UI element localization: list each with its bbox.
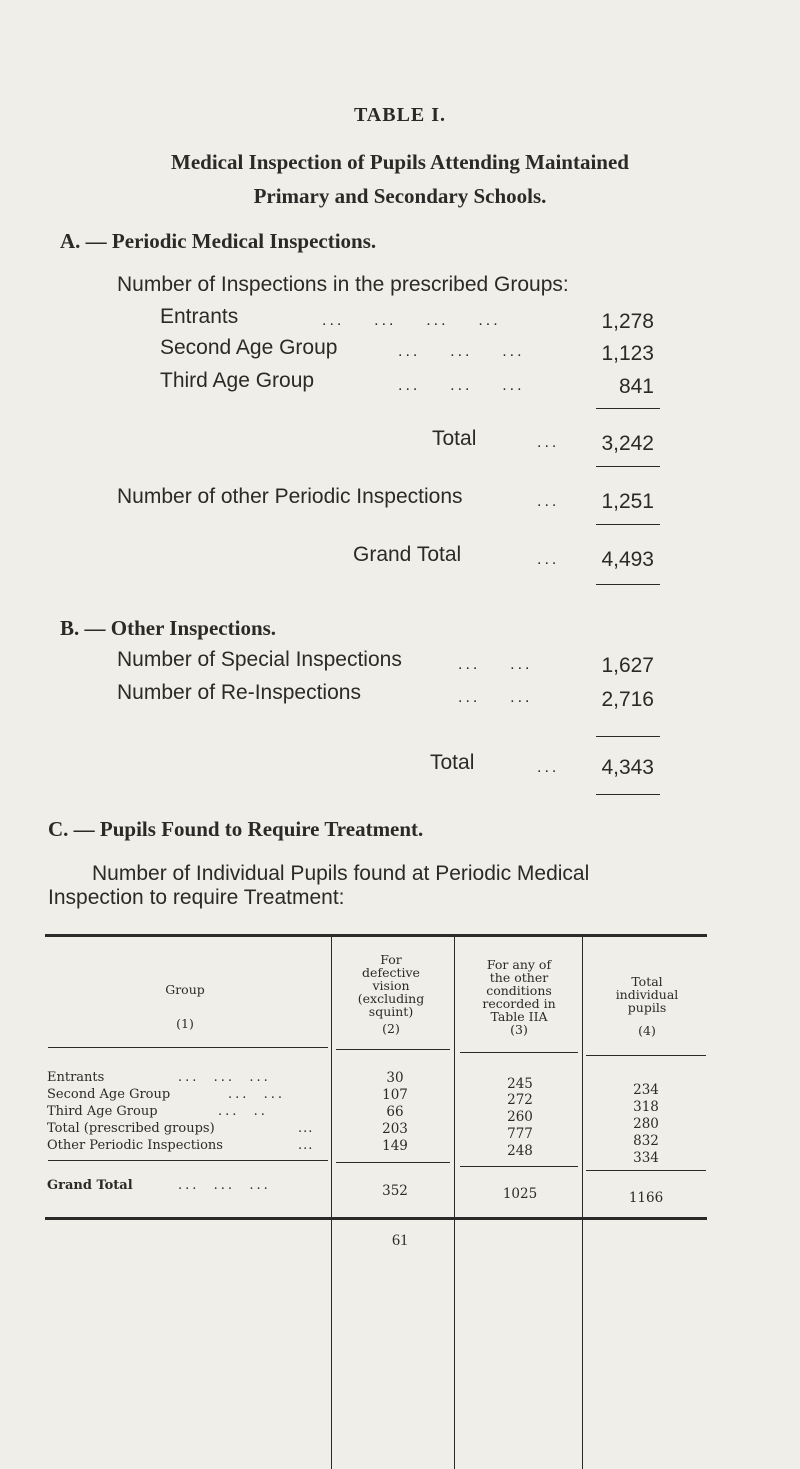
column-header-group: Group bbox=[165, 982, 205, 997]
header-line: Table IIA bbox=[490, 1009, 548, 1024]
value-entrants: 1,278 bbox=[601, 310, 654, 333]
table-cell-other: 260 bbox=[507, 1109, 533, 1125]
table-cell-vision: 107 bbox=[382, 1087, 408, 1103]
leader-dots: ... ... bbox=[458, 656, 533, 673]
leader-dots: ... bbox=[537, 551, 560, 568]
header-line: squint) bbox=[368, 1004, 414, 1019]
column-number-1: (1) bbox=[176, 1016, 194, 1031]
table-cell-total: 334 bbox=[633, 1150, 659, 1166]
header-line: conditions bbox=[486, 983, 552, 998]
table-cell-other: 245 bbox=[507, 1076, 533, 1092]
header-line: Total bbox=[631, 974, 663, 989]
section-a-intro: Number of Inspections in the prescribed Groups: bbox=[117, 273, 569, 296]
table-top-rule bbox=[45, 934, 707, 937]
other-periodic-value: 1,251 bbox=[601, 490, 654, 513]
grand-total-rule bbox=[586, 1170, 706, 1171]
row-label-third-age: Third Age Group bbox=[160, 369, 315, 392]
leader-dots: ... ... ... bbox=[178, 1178, 271, 1193]
total-label: Total bbox=[432, 427, 477, 450]
header-line: defective bbox=[362, 965, 420, 980]
grand-total-total: 1166 bbox=[628, 1190, 664, 1206]
header-line: For bbox=[380, 952, 402, 967]
leader-dots: ... ... bbox=[228, 1087, 286, 1102]
leader-dots: ... bbox=[537, 434, 560, 451]
header-line: For any of bbox=[486, 957, 552, 972]
total-value: 3,242 bbox=[601, 432, 654, 455]
header-line: recorded in bbox=[482, 996, 556, 1011]
leader-dots: ... ... ... bbox=[178, 1070, 271, 1085]
table-cell-total: 234 bbox=[633, 1082, 659, 1098]
row-label-entrants: Entrants bbox=[160, 305, 239, 328]
table-cell-other: 248 bbox=[507, 1143, 533, 1159]
table-row-group: Second Age Group bbox=[47, 1087, 171, 1102]
column-divider bbox=[582, 937, 583, 1469]
section-b-total-value: 4,343 bbox=[601, 756, 654, 779]
table-cell-vision: 203 bbox=[382, 1121, 408, 1137]
leader-dots: ... ... ... bbox=[398, 377, 525, 394]
column-number-2: (2) bbox=[382, 1021, 400, 1036]
grand-total-vision: 352 bbox=[382, 1183, 408, 1199]
table-cell-other: 777 bbox=[507, 1126, 533, 1142]
grand-total-other: 1025 bbox=[502, 1186, 538, 1202]
table-row-group: Other Periodic Inspections bbox=[47, 1138, 223, 1153]
section-c-intro-line-1: Number of Individual Pupils found at Periodic Medical bbox=[92, 862, 590, 885]
grand-total-label: Grand Total bbox=[353, 543, 462, 566]
table-cell-vision: 66 bbox=[386, 1104, 404, 1120]
page-number: 61 bbox=[392, 1232, 408, 1249]
grand-total-value: 4,493 bbox=[601, 548, 654, 571]
header-line: individual bbox=[615, 987, 679, 1002]
grand-total-rule bbox=[48, 1160, 328, 1161]
re-inspections-label: Number of Re-Inspections bbox=[117, 681, 361, 704]
leader-dots: ... ... ... bbox=[398, 343, 525, 360]
table-row-group: Entrants bbox=[47, 1070, 105, 1085]
table-cell-total: 318 bbox=[633, 1099, 659, 1115]
value-third-age: 841 bbox=[618, 375, 654, 398]
leader-dots: ... ... bbox=[458, 689, 533, 706]
grand-total-rule bbox=[336, 1162, 450, 1163]
table-cell-total: 280 bbox=[633, 1116, 659, 1132]
page-title: TABLE I. bbox=[353, 104, 447, 126]
leader-dots: ... bbox=[537, 493, 560, 510]
sum-rule bbox=[596, 524, 660, 525]
sum-rule bbox=[596, 736, 660, 737]
table-cell-vision: 149 bbox=[382, 1138, 408, 1154]
table-cell-other: 272 bbox=[507, 1092, 533, 1108]
leader-dots: ... bbox=[537, 759, 560, 776]
leader-dots: ... .. bbox=[218, 1104, 268, 1119]
column-header-total-pupils bbox=[588, 975, 706, 1014]
subtitle-line-2: Primary and Secondary Schools. bbox=[253, 184, 547, 208]
header-rule bbox=[460, 1052, 578, 1053]
header-rule bbox=[48, 1047, 328, 1048]
header-line: (excluding bbox=[357, 991, 425, 1006]
other-periodic-label: Number of other Periodic Inspections bbox=[117, 485, 463, 508]
header-rule bbox=[586, 1055, 706, 1056]
column-header-vision bbox=[336, 953, 446, 1018]
sum-rule bbox=[596, 794, 660, 795]
leader-dots: ... bbox=[298, 1121, 314, 1136]
section-b-total-label: Total bbox=[430, 751, 475, 774]
column-divider bbox=[331, 937, 332, 1469]
sum-rule bbox=[596, 466, 660, 467]
leader-dots: ... bbox=[298, 1138, 314, 1153]
grand-total-rule bbox=[460, 1166, 578, 1167]
column-header-other-conditions bbox=[460, 958, 578, 1023]
table-cell-total: 832 bbox=[633, 1133, 659, 1149]
special-inspections-value: 1,627 bbox=[601, 654, 654, 677]
column-divider bbox=[454, 937, 455, 1469]
table-bottom-rule bbox=[45, 1217, 707, 1220]
special-inspections-label: Number of Special Inspections bbox=[117, 648, 402, 671]
subtitle-line-1: Medical Inspection of Pupils Attending Maintained bbox=[171, 150, 629, 174]
value-second-age: 1,123 bbox=[601, 342, 654, 365]
sum-rule bbox=[596, 408, 660, 409]
header-line: the other bbox=[489, 970, 549, 985]
re-inspections-value: 2,716 bbox=[601, 688, 654, 711]
header-rule bbox=[336, 1049, 450, 1050]
header-line: pupils bbox=[627, 1000, 667, 1015]
sum-rule bbox=[596, 584, 660, 585]
leader-dots: ... ... ... ... bbox=[322, 312, 501, 329]
table-row-group: Total (prescribed groups) bbox=[47, 1121, 215, 1136]
section-c-heading: C. — Pupils Found to Require Treatment. bbox=[48, 817, 424, 841]
header-line: vision bbox=[372, 978, 410, 993]
column-number-4: (4) bbox=[638, 1023, 656, 1038]
column-number-3: (3) bbox=[510, 1022, 528, 1037]
section-c-intro-line-2: Inspection to require Treatment: bbox=[48, 886, 345, 909]
section-a-heading: A. — Periodic Medical Inspections. bbox=[60, 229, 377, 253]
section-b-heading: B. — Other Inspections. bbox=[60, 616, 277, 640]
table-cell-vision: 30 bbox=[386, 1070, 404, 1086]
row-label-second-age: Second Age Group bbox=[160, 336, 338, 359]
table-row-group: Third Age Group bbox=[47, 1104, 158, 1119]
grand-total-row-label: Grand Total bbox=[47, 1178, 133, 1193]
